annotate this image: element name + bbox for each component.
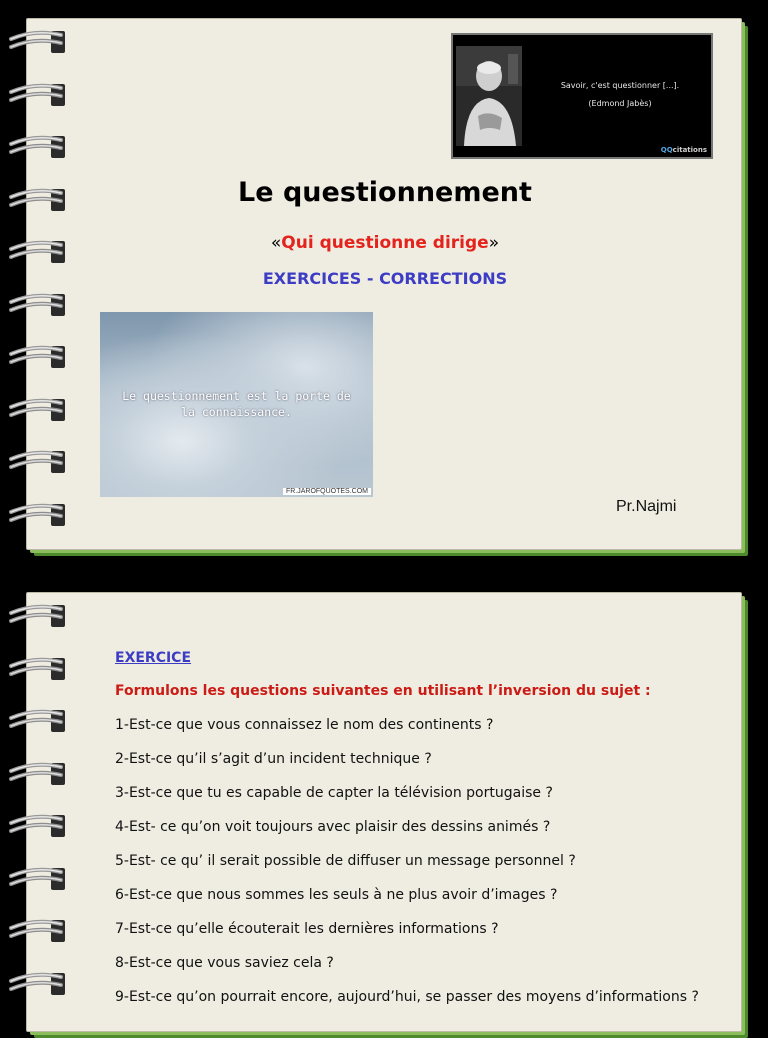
spiral-ring-icon <box>5 27 85 57</box>
exercise-instruction: Formulons les questions suivantes en utilisant l’inversion du sujet : <box>115 683 651 699</box>
photo-quote-text: Savoir, c'est questionner [...]. <box>560 81 680 90</box>
question-item: 1-Est-ce que vous connaissez le nom des continents ? <box>115 717 494 733</box>
spiral-ring-icon <box>5 290 85 320</box>
spiral-ring-icon <box>5 759 85 789</box>
spiral-ring-icon <box>5 80 85 110</box>
subtitle: EXERCICES - CORRECTIONS <box>262 269 508 288</box>
question-item: 3-Est-ce que tu es capable de capter la télévision portugaise ? <box>115 785 553 801</box>
spiral-ring-icon <box>5 395 85 425</box>
spiral-ring-icon <box>5 916 85 946</box>
quote-open: « <box>270 233 282 253</box>
quote-close: » <box>488 233 500 253</box>
author-name: Pr.Najmi <box>616 498 677 515</box>
motto <box>27 233 743 253</box>
sky-quote-image <box>100 312 373 497</box>
image-credit: FR.JAROFQUOTES.COM <box>283 488 371 495</box>
quote-photo-card <box>451 33 713 159</box>
spiral-ring-icon <box>5 654 85 684</box>
photo-quote-author: (Edmond Jabès) <box>588 99 652 108</box>
question-item: 6-Est-ce que nous sommes les seuls à ne plus avoir d’images ? <box>115 887 558 903</box>
question-item: 8-Est-ce que vous saviez cela ? <box>115 955 334 971</box>
spiral-ring-icon <box>5 342 85 372</box>
question-item: 4-Est- ce qu’on voit toujours avec plaisir des dessins animés ? <box>115 819 551 835</box>
sky-quote-text <box>100 388 373 420</box>
logo-qq: QQ <box>660 146 673 154</box>
exercise-content <box>115 649 725 1022</box>
motto-text: Qui questionne dirige <box>281 233 489 253</box>
question-item: 9-Est-ce qu’on pourrait encore, aujourd’hui, se passer des moyens d’informations ? <box>115 989 699 1005</box>
spiral-ring-icon <box>5 969 85 999</box>
sky-quote-line: Le questionnement est la porte de <box>122 389 351 403</box>
spiral-ring-icon <box>5 601 85 631</box>
spiral-ring-icon <box>5 811 85 841</box>
spiral-ring-icon <box>5 447 85 477</box>
quote-site-logo <box>661 146 707 154</box>
portrait-photo <box>456 46 522 146</box>
spiral-ring-icon <box>5 864 85 894</box>
exercise-heading: EXERCICE <box>115 650 192 666</box>
notebook-page <box>26 18 742 550</box>
sky-quote-line: la connaissance. <box>181 405 292 419</box>
spiral-ring-icon <box>5 132 85 162</box>
slide-2 <box>26 592 742 1032</box>
page-title: Le questionnement <box>238 177 532 208</box>
spiral-ring-icon <box>5 500 85 530</box>
logo-citations: citations <box>672 146 707 154</box>
spiral-ring-icon <box>5 706 85 736</box>
notebook-page <box>26 592 742 1032</box>
question-item: 7-Est-ce qu’elle écouterait les dernières informations ? <box>115 921 499 937</box>
slide-1 <box>26 18 742 550</box>
question-item: 2-Est-ce qu’il s’agit d’un incident technique ? <box>115 751 432 767</box>
question-item: 5-Est- ce qu’ il serait possible de diffuser un message personnel ? <box>115 853 576 869</box>
